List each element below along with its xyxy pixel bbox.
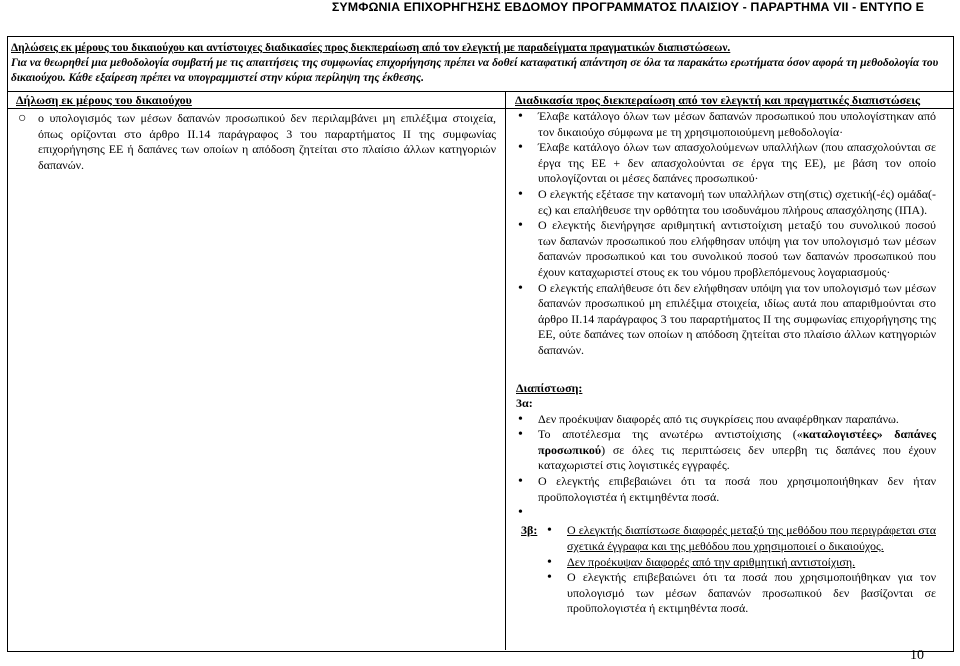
intro-line-1: Δηλώσεις εκ μέρους του δικαιούχου και αντίστοιχες διαδικασίες προς διεκπεραίωση από τον ελεγκτή με παραδείγματα πραγματικών διαπιστώσεων.	[11, 42, 731, 54]
form-table	[7, 36, 954, 652]
list-item: • Δεν προέκυψαν διαφορές από τις συγκρίσεις που αναφέρθηκαν παραπάνω.	[518, 411, 899, 427]
intro-line-2: Για να θεωρηθεί μια μεθοδολογία συμβατή με τις απαιτήσεις της συμφωνίας επιχορήγησης πρέπει να δοθεί καταφατική απάντηση σε όλα τα παρακάτω ερωτήματα όσον αφορά τη μεθοδολογία του δικαιούχου. Κάθε εξαίρεση πρέπει να υπογραμμιστεί στην κύρια περίληψη της έκθεσης.	[11, 57, 939, 84]
list-item: • Δεν προέκυψαν διαφορές από την αριθμητική αντιστοίχιση.	[547, 554, 856, 570]
bullet-icon: •	[518, 186, 523, 202]
list-item: • Έλαβε κατάλογο όλων των μέσων δαπανών προσωπικού που υπολογίστηκαν από τον δικαιούχο σύμφωνα με τη χρησιμοποιούμενη μεθοδολογία·	[518, 109, 936, 139]
bullet-icon: •	[518, 427, 523, 443]
auditor-procedure	[516, 109, 936, 617]
beneficiary-statement	[16, 111, 496, 173]
list-item: • Ο ελεγκτής επιβεβαιώνει ότι τα ποσά που χρησιμοποιήθηκαν δεν ήταν προϋπολογιστέα ή εκτιμηθέντα ποσά.	[518, 474, 936, 504]
list-item: • Ο ελεγκτής εξέτασε την κατανομή των υπαλλήλων στη(στις) σχετική(-ές) ομάδα(-ες) και επαλήθευσε την ορθότητα του ισοδυνάμου πλήρους απασχόλησης (ΙΠΑ).	[518, 186, 936, 217]
column-headers	[8, 91, 953, 109]
bullet-icon: •	[547, 554, 552, 570]
list-item: • Ο ελεγκτής επαλήθευσε ότι δεν ελήφθησαν υπόψη για τον υπολογισμό των μέσων δαπανών προσωπικού μη επιλέξιμα στοιχεία, ιδίως αυτά που απαριθμούνται στο άρθρο II.14 παράγραφος 3 του παραρτήματος II της συμφωνίας επιχορήγησης της ΕΕ, ούτε δαπάνες των οποίων η απόδοση ζητείται στο πλαίσιο άλλων κατηγοριών δαπανών.	[518, 280, 936, 357]
bullet-icon: •	[518, 280, 523, 296]
bullet-icon: •	[547, 570, 552, 586]
subsection-3a-label: 3α:	[516, 396, 533, 411]
list-item	[516, 505, 936, 521]
bullet-icon: •	[518, 140, 523, 156]
document-header: ΣΥΜΦΩΝΙΑ ΕΠΙΧΟΡΗΓΗΣΗΣ ΕΒΔΟΜΟΥ ΠΡΟΓΡΑΜΜΑΤΟΣ ΠΛΑΙΣΙΟΥ - ΠΑΡΑΡΤΗΜΑ VII - ΕΝΤΥΠΟ Ε	[331, 0, 924, 14]
subsection-3b-label: 3β:	[521, 522, 538, 537]
bullet-icon: •	[518, 505, 523, 521]
list-item: • Έλαβε κατάλογο όλων των απασχολούμενων υπαλλήλων (που απασχολούνται σε έργα της ΕΕ + δεν απασχολούνται σε έργα της ΕΕ), με βάση τον οποίο υπολογίζονται οι μέσες δαπάνες προσωπικού·	[518, 140, 936, 186]
findings-title: Διαπίστωση:	[516, 380, 583, 395]
list-item: • Ο ελεγκτής διαπίστωσε διαφορές μεταξύ της μεθόδου που περιγράφεται στα σχετικά έγγραφα και της μεθόδου που χρησιμοποιεί ο δικαιούχος.	[547, 523, 936, 554]
bullet-icon: •	[518, 109, 523, 124]
list-item: • Ο ελεγκτής διενήργησε αριθμητική αντιστοίχιση μεταξύ του συνολικού ποσού των δαπανών προσωπικού που ελήφθησαν υπόψη για τον υπολογισμό των μέσων δαπανών προσωπικού και του συνολικού ποσού των δαπανών προσωπικού που έχουν καταχωριστεί στους εκ του νόμου προβλεπόμενους λογαριασμούς·	[518, 218, 936, 279]
bullet-icon: •	[518, 474, 523, 490]
list-item: • Ο ελεγκτής επιβεβαιώνει ότι τα ποσά που χρησιμοποιήθηκαν για τον υπολογισμό των μέσων δαπανών προσωπικού δεν βασίζονται σε προϋπολογιστέα ή εκτιμηθέντα ποσά.	[547, 570, 936, 616]
list-item: ○ ο υπολογισμός των μέσων δαπανών προσωπικού δεν περιλαμβάνει μη επιλέξιμα στοιχεία, όπως ορίζονται στο άρθρο II.14 παράγραφος 3 του παραρτήματος II της συμφωνίας επιχορήγησης ΕΕ ή δαπάνες των οποίων η απόδοση ζητείται στο πλαίσιο άλλων κατηγοριών δαπανών.	[18, 111, 496, 172]
right-column-header: Διαδικασία προς διεκπεραίωση από τον ελεγκτή και πραγματικές διαπιστώσεις	[515, 93, 921, 107]
bullet-icon: •	[518, 411, 523, 427]
bullet-icon: •	[518, 218, 523, 234]
bullet-icon: •	[547, 523, 552, 539]
intro-text	[11, 41, 946, 86]
page-number: 10	[910, 648, 924, 663]
column-divider	[505, 92, 506, 650]
findings-section	[516, 381, 936, 618]
bullet-icon: ○	[18, 111, 27, 126]
left-column-header: Δήλωση εκ μέρους του δικαιούχου	[16, 93, 192, 107]
list-item: • Το αποτέλεσμα της ανωτέρω αντιστοίχισης («καταλογιστέες» δαπάνες προσωπικού) σε όλες τις περιπτώσεις δεν υπερβη τις δαπάνες που έχουν καταχωριστεί στις λογιστικές εγγραφές.	[518, 427, 937, 473]
subsection-3b	[516, 523, 936, 617]
